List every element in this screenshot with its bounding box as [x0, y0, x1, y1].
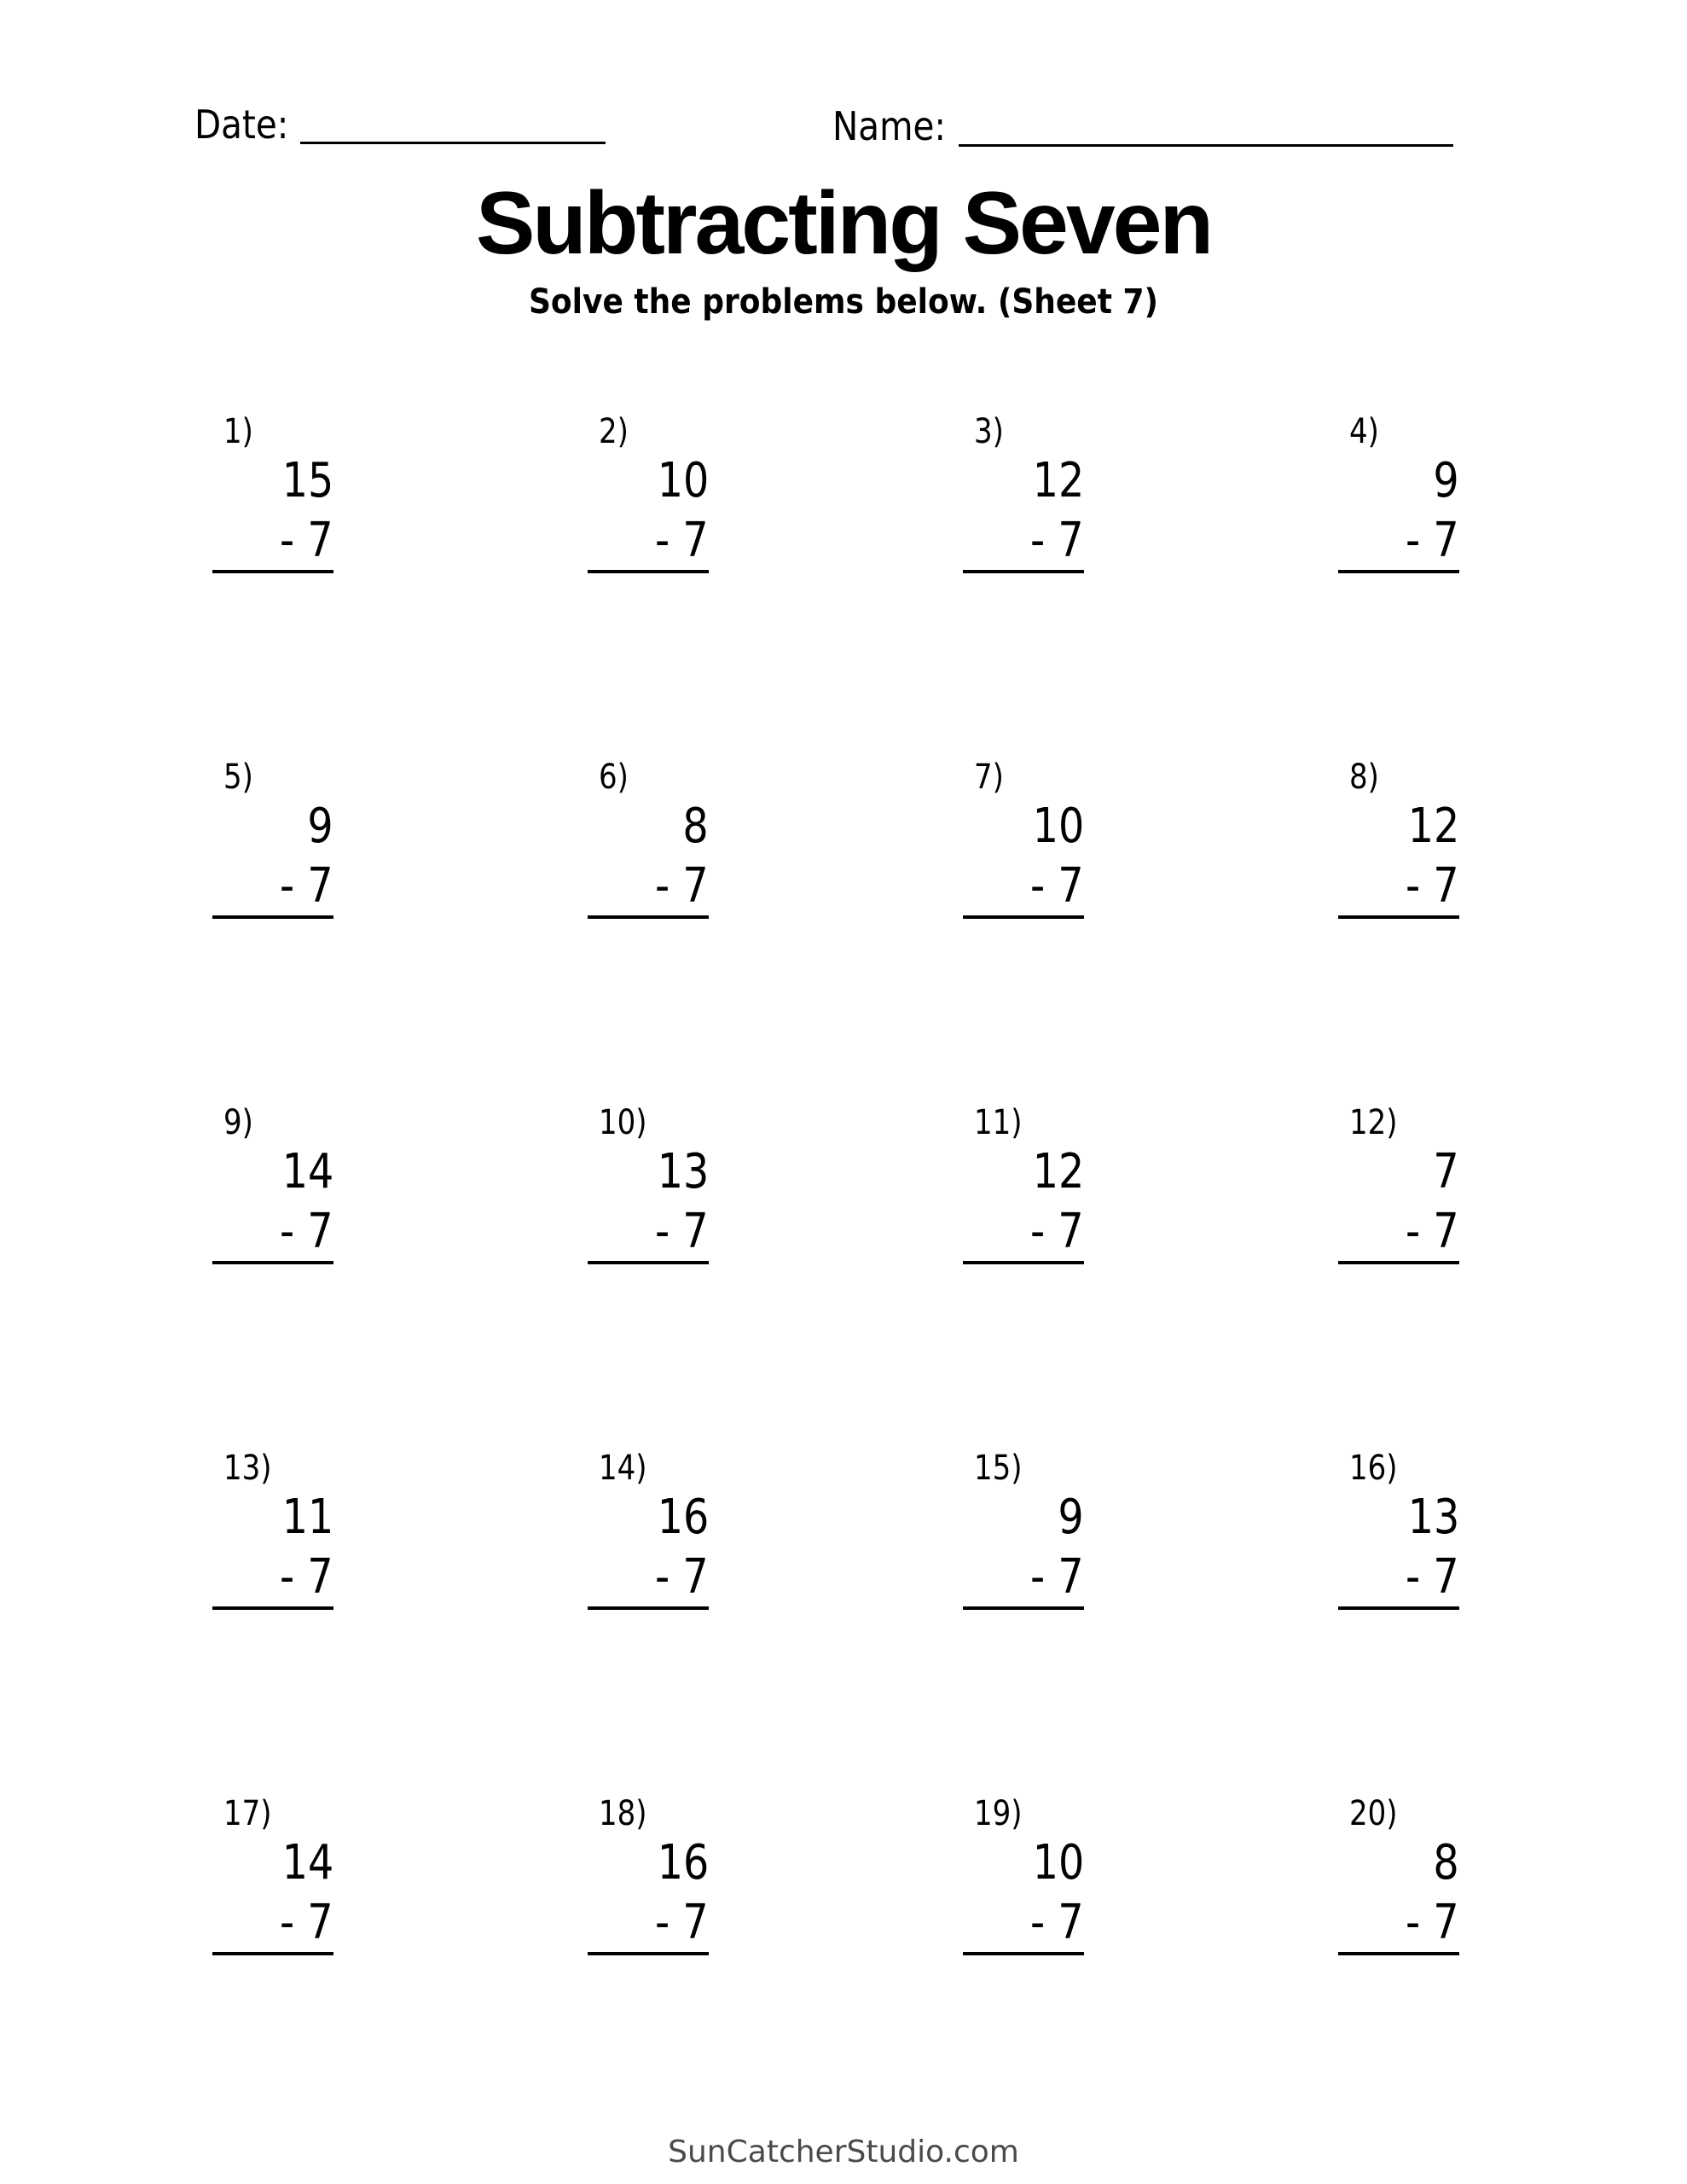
- minuend: 15: [281, 453, 333, 508]
- minuend: 9: [1058, 1490, 1084, 1545]
- subtrahend: - 7: [280, 1549, 333, 1605]
- problem-number: 14): [599, 1449, 647, 1488]
- problem-cell: [212, 1794, 333, 2146]
- problem-cell: [212, 1449, 333, 1800]
- problem-cell: [963, 1103, 1084, 1455]
- problem-number: 11): [974, 1103, 1023, 1142]
- answer-line[interactable]: [1338, 570, 1459, 573]
- problem-number: 15): [974, 1449, 1023, 1488]
- minuend: 8: [1433, 1835, 1459, 1891]
- subtrahend: - 7: [655, 1204, 709, 1259]
- problem-cell: [588, 1449, 709, 1800]
- problem-number: 17): [223, 1794, 272, 1833]
- minuend: 10: [1032, 799, 1084, 854]
- problem-number: 2): [599, 412, 629, 451]
- problem-cell: [1338, 412, 1459, 764]
- minuend: 16: [657, 1490, 709, 1545]
- subtrahend: - 7: [1406, 513, 1459, 568]
- problem-number: 8): [1349, 758, 1379, 797]
- subtrahend: - 7: [655, 858, 709, 914]
- problem-number: 4): [1349, 412, 1379, 451]
- problem-cell: [963, 1794, 1084, 2146]
- minuend: 13: [1407, 1490, 1459, 1545]
- subtrahend: - 7: [655, 513, 709, 568]
- minuend: 14: [281, 1835, 333, 1891]
- problem-number: 13): [223, 1449, 272, 1488]
- problem-cell: [588, 1794, 709, 2146]
- minuend: 12: [1407, 799, 1459, 854]
- subtrahend: - 7: [1030, 1895, 1084, 1950]
- minuend: 12: [1032, 453, 1084, 508]
- problem-number: 18): [599, 1794, 647, 1833]
- date-label-text: Date:: [194, 102, 289, 148]
- answer-line[interactable]: [963, 570, 1084, 573]
- problem-number: 1): [223, 412, 253, 451]
- answer-line[interactable]: [212, 570, 333, 573]
- problem-number: 6): [599, 758, 629, 797]
- problem-cell: [963, 1449, 1084, 1800]
- minuend: 11: [281, 1490, 333, 1545]
- subtrahend: - 7: [280, 513, 333, 568]
- problem-cell: [588, 1103, 709, 1455]
- problem-number: 5): [223, 758, 253, 797]
- subtrahend: - 7: [1030, 858, 1084, 914]
- answer-line[interactable]: [588, 1261, 709, 1264]
- answer-line[interactable]: [212, 1606, 333, 1610]
- name-input-line[interactable]: [959, 144, 1453, 147]
- problem-number: 16): [1349, 1449, 1398, 1488]
- problem-number: 19): [974, 1794, 1023, 1833]
- answer-line[interactable]: [588, 915, 709, 919]
- subtrahend: - 7: [280, 1895, 333, 1950]
- problem-cell: [588, 412, 709, 764]
- problem-cell: [1338, 1103, 1459, 1455]
- problem-cell: [212, 1103, 333, 1455]
- page-subtitle-text: Solve the problems below. (Sheet 7): [529, 282, 1158, 322]
- problem-cell: [963, 758, 1084, 1109]
- subtrahend: - 7: [280, 858, 333, 914]
- minuend: 8: [682, 799, 709, 854]
- subtrahend: - 7: [1030, 513, 1084, 568]
- minuend: 9: [307, 799, 333, 854]
- answer-line[interactable]: [212, 1261, 333, 1264]
- problem-number: 10): [599, 1103, 647, 1142]
- answer-line[interactable]: [212, 1952, 333, 1955]
- answer-line[interactable]: [588, 1952, 709, 1955]
- problem-number: 7): [974, 758, 1004, 797]
- minuend: 9: [1433, 453, 1459, 508]
- problem-cell: [1338, 1794, 1459, 2146]
- subtrahend: - 7: [1030, 1549, 1084, 1605]
- problem-number: 12): [1349, 1103, 1398, 1142]
- problems-grid: [212, 412, 1687, 2146]
- answer-line[interactable]: [963, 1606, 1084, 1610]
- answer-line[interactable]: [1338, 1952, 1459, 1955]
- subtrahend: - 7: [1406, 1549, 1459, 1605]
- problem-cell: [1338, 758, 1459, 1109]
- subtrahend: - 7: [655, 1895, 709, 1950]
- date-label: [194, 102, 301, 148]
- minuend: 7: [1433, 1144, 1459, 1199]
- minuend: 12: [1032, 1144, 1084, 1199]
- subtrahend: - 7: [280, 1204, 333, 1259]
- page-title: Subtracting Seven: [475, 174, 1212, 273]
- problem-cell: [212, 412, 333, 764]
- answer-line[interactable]: [212, 915, 333, 919]
- answer-line[interactable]: [1338, 1606, 1459, 1610]
- problem-cell: [963, 412, 1084, 764]
- problem-number: 9): [223, 1103, 253, 1142]
- problem-cell: [212, 758, 333, 1109]
- subtrahend: - 7: [655, 1549, 709, 1605]
- minuend: 16: [657, 1835, 709, 1891]
- answer-line[interactable]: [588, 1606, 709, 1610]
- subtrahend: - 7: [1406, 1895, 1459, 1950]
- answer-line[interactable]: [963, 1261, 1084, 1264]
- problem-cell: [588, 758, 709, 1109]
- minuend: 10: [657, 453, 709, 508]
- problem-number: 3): [974, 412, 1004, 451]
- answer-line[interactable]: [588, 570, 709, 573]
- answer-line[interactable]: [1338, 1261, 1459, 1264]
- date-input-line[interactable]: [300, 142, 606, 144]
- problem-number: 20): [1349, 1794, 1398, 1833]
- subtrahend: - 7: [1406, 1204, 1459, 1259]
- problem-cell: [1338, 1449, 1459, 1800]
- subtrahend: - 7: [1030, 1204, 1084, 1259]
- answer-line[interactable]: [963, 1952, 1084, 1955]
- answer-line[interactable]: [963, 915, 1084, 919]
- minuend: 10: [1032, 1835, 1084, 1891]
- minuend: 14: [281, 1144, 333, 1199]
- answer-line[interactable]: [1338, 915, 1459, 919]
- page-subtitle: [0, 282, 1687, 322]
- name-label-text: Name:: [832, 103, 947, 149]
- minuend: 13: [657, 1144, 709, 1199]
- subtrahend: - 7: [1406, 858, 1459, 914]
- footer-credit: SunCatcherStudio.com: [668, 2135, 1019, 2169]
- name-label: [832, 103, 961, 149]
